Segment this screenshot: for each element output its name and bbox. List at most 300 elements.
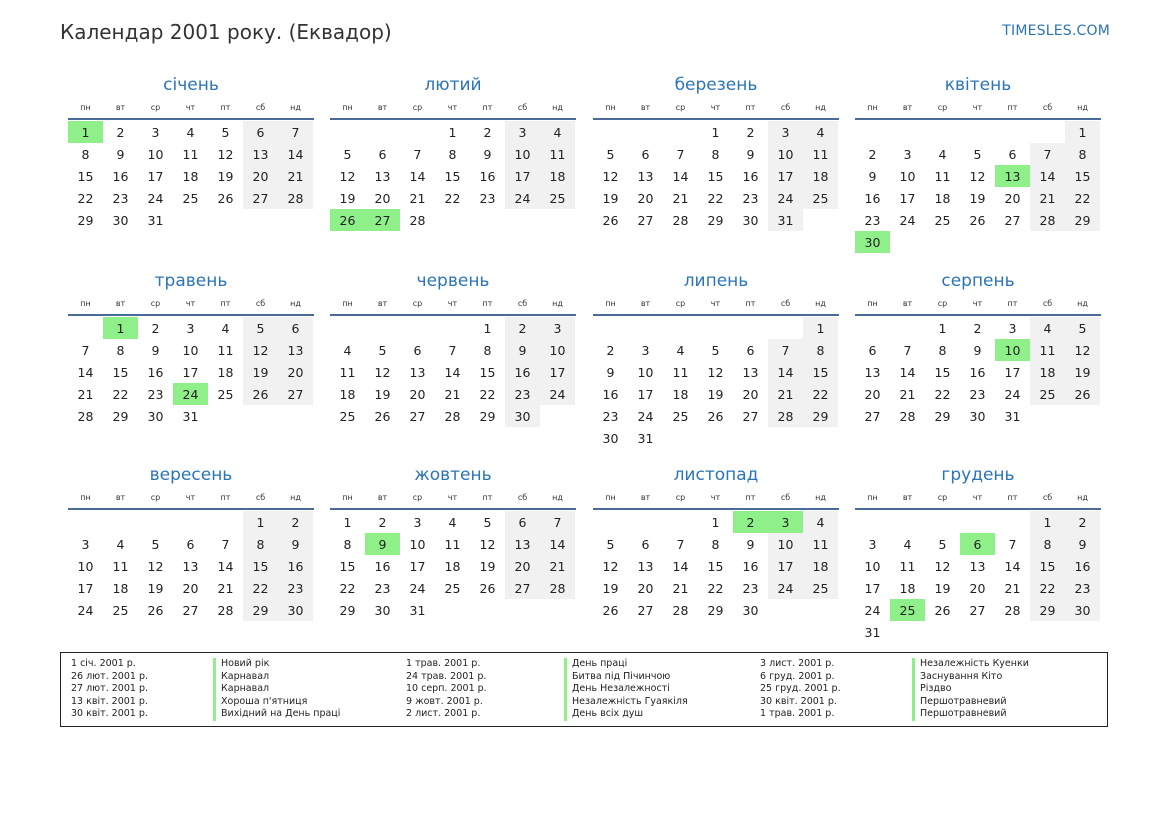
day-cell: 16	[1065, 555, 1100, 577]
day-cell: 6	[868, 342, 877, 358]
day-cell: 21	[444, 386, 461, 402]
day-cell: 4	[540, 121, 575, 143]
header-divider	[68, 508, 314, 510]
day-cell: 7	[448, 342, 457, 358]
day-cell: 11	[672, 364, 689, 380]
day-cell: 28	[540, 577, 575, 599]
weekday-label: пн	[80, 299, 91, 308]
weekday-label: нд	[290, 299, 301, 308]
weekday-header	[330, 102, 576, 114]
day-grid	[593, 511, 839, 621]
empty-day-cell	[1030, 121, 1065, 143]
day-cell: 14	[278, 143, 313, 165]
holiday-day-cell: 24	[173, 383, 208, 405]
day-cell: 21	[540, 555, 575, 577]
day-cell: 7	[676, 146, 685, 162]
day-cell: 5	[606, 536, 615, 552]
day-cell: 11	[1030, 339, 1065, 361]
empty-day-cell	[663, 317, 698, 339]
holiday-day-cell: 26	[330, 209, 365, 231]
day-cell: 26	[602, 602, 619, 618]
day-cell: 24	[409, 580, 426, 596]
day-cell: 16	[602, 386, 619, 402]
weekday-label: ср	[937, 299, 948, 308]
day-cell: 20	[409, 386, 426, 402]
day-cell: 18	[217, 364, 234, 380]
weekday-label: вт	[640, 299, 651, 308]
day-cell: 6	[278, 317, 313, 339]
month-name: листопад	[673, 465, 759, 485]
day-cell: 8	[243, 533, 278, 555]
weekday-label: чт	[447, 103, 458, 112]
day-cell: 19	[147, 580, 164, 596]
day-cell: 26	[243, 383, 278, 405]
weekday-label: чт	[710, 493, 721, 502]
day-cell: 17	[768, 165, 803, 187]
day-cell: 22	[707, 190, 724, 206]
day-cell: 12	[707, 364, 724, 380]
day-cell: 5	[378, 342, 387, 358]
day-cell: 11	[182, 146, 199, 162]
day-cell: 21	[77, 386, 94, 402]
weekday-label: пн	[80, 493, 91, 502]
day-cell: 28	[768, 405, 803, 427]
day-cell: 4	[221, 320, 230, 336]
day-cell: 11	[339, 364, 356, 380]
legend-date: 1 січ. 2001 р.	[71, 658, 136, 669]
day-cell: 20	[182, 580, 199, 596]
day-grid	[68, 317, 314, 427]
day-cell: 24	[1004, 386, 1021, 402]
day-cell: 1	[1030, 511, 1065, 533]
day-cell: 18	[934, 190, 951, 206]
day-cell: 29	[1065, 209, 1100, 231]
weekday-label: нд	[552, 299, 563, 308]
day-cell: 26	[1065, 383, 1100, 405]
day-cell: 2	[505, 317, 540, 339]
day-cell: 22	[707, 580, 724, 596]
day-cell: 12	[479, 536, 496, 552]
day-cell: 12	[147, 558, 164, 574]
day-cell: 25	[217, 386, 234, 402]
month-calendar	[855, 270, 1101, 427]
day-cell: 4	[676, 342, 685, 358]
day-cell: 22	[339, 580, 356, 596]
day-cell: 3	[903, 146, 912, 162]
legend-date: 2 лист. 2001 р.	[406, 708, 481, 720]
day-cell: 25	[803, 577, 838, 599]
month-calendar	[593, 270, 839, 449]
day-cell: 15	[934, 364, 951, 380]
weekday-label: ср	[150, 493, 161, 502]
day-cell: 11	[934, 168, 951, 184]
day-cell: 1	[938, 320, 947, 336]
day-cell: 10	[505, 143, 540, 165]
day-cell: 11	[112, 558, 129, 574]
day-cell: 25	[444, 580, 461, 596]
weekday-label: нд	[815, 299, 826, 308]
day-cell: 20	[278, 361, 313, 383]
day-cell: 11	[803, 533, 838, 555]
month-name: серпень	[941, 271, 1015, 291]
legend-holiday-name: День праці	[564, 658, 688, 671]
day-cell: 3	[641, 342, 650, 358]
day-cell: 13	[182, 558, 199, 574]
day-cell: 31	[637, 430, 654, 446]
weekday-label: пт	[745, 103, 756, 112]
day-cell: 21	[768, 383, 803, 405]
day-cell: 10	[899, 168, 916, 184]
weekday-header	[330, 298, 576, 310]
day-cell: 3	[1008, 320, 1017, 336]
empty-day-cell	[400, 317, 435, 339]
holiday-day-cell: 25	[890, 599, 925, 621]
header-divider	[593, 118, 839, 120]
empty-day-cell	[995, 511, 1030, 533]
day-cell: 13	[637, 558, 654, 574]
day-cell: 23	[147, 386, 164, 402]
header-divider	[68, 314, 314, 316]
day-cell: 4	[803, 121, 838, 143]
day-cell: 28	[444, 408, 461, 424]
weekday-label: пн	[867, 103, 878, 112]
legend-holiday-name: Різдво	[912, 683, 1029, 696]
weekday-header	[68, 298, 314, 310]
day-cell: 6	[641, 536, 650, 552]
day-cell: 30	[147, 408, 164, 424]
day-cell: 2	[116, 124, 125, 140]
empty-day-cell	[68, 511, 103, 533]
day-cell: 23	[278, 577, 313, 599]
day-cell: 20	[637, 190, 654, 206]
day-cell: 26	[934, 602, 951, 618]
weekday-label: сб	[517, 299, 528, 308]
weekday-label: пн	[867, 299, 878, 308]
day-cell: 16	[864, 190, 881, 206]
empty-day-cell	[960, 121, 995, 143]
weekday-label: ср	[675, 299, 686, 308]
day-cell: 26	[374, 408, 391, 424]
day-cell: 3	[81, 536, 90, 552]
weekday-label: ср	[937, 493, 948, 502]
day-cell: 17	[77, 580, 94, 596]
month-name: квітень	[944, 75, 1012, 95]
empty-day-cell	[103, 511, 138, 533]
day-cell: 10	[409, 536, 426, 552]
day-cell: 17	[505, 165, 540, 187]
month-calendar	[593, 74, 839, 231]
day-cell: 12	[339, 168, 356, 184]
weekday-label: пт	[482, 103, 493, 112]
legend-holiday-name: День всіх душ	[564, 708, 688, 721]
day-cell: 5	[221, 124, 230, 140]
weekday-label: сб	[255, 493, 266, 502]
legend-date: 6 груд. 2001 р.	[760, 670, 835, 682]
legend-holiday-name: Першотравневий	[912, 708, 1029, 721]
day-cell: 21	[217, 580, 234, 596]
day-cell: 2	[868, 146, 877, 162]
weekday-label: сб	[1042, 103, 1053, 112]
day-cell: 8	[1065, 143, 1100, 165]
day-cell: 8	[711, 536, 720, 552]
day-cell: 30	[278, 599, 313, 621]
day-cell: 13	[864, 364, 881, 380]
day-cell: 22	[77, 190, 94, 206]
month-name: травень	[154, 271, 228, 291]
day-cell: 27	[182, 602, 199, 618]
day-cell: 14	[540, 533, 575, 555]
legend-holiday-name: Незалежність Гуаякіля	[564, 696, 688, 709]
day-cell: 26	[147, 602, 164, 618]
empty-day-cell	[890, 317, 925, 339]
day-cell: 23	[374, 580, 391, 596]
weekday-label: чт	[710, 299, 721, 308]
empty-day-cell	[628, 511, 663, 533]
day-cell: 16	[742, 558, 759, 574]
day-cell: 20	[969, 580, 986, 596]
month-name: грудень	[941, 465, 1015, 485]
day-cell: 15	[707, 558, 724, 574]
weekday-label: вт	[377, 103, 388, 112]
weekday-label: чт	[710, 103, 721, 112]
weekday-label: пн	[605, 493, 616, 502]
weekday-label: вт	[377, 299, 388, 308]
day-cell: 19	[217, 168, 234, 184]
weekday-label: ср	[150, 299, 161, 308]
empty-day-cell	[208, 511, 243, 533]
day-cell: 19	[479, 558, 496, 574]
day-cell: 23	[505, 383, 540, 405]
weekday-label: нд	[1077, 299, 1088, 308]
day-cell: 24	[899, 212, 916, 228]
day-cell: 14	[899, 364, 916, 380]
day-cell: 3	[868, 536, 877, 552]
day-cell: 20	[1004, 190, 1021, 206]
empty-day-cell	[995, 121, 1030, 143]
legend-date: 1 трав. 2001 р.	[406, 658, 481, 669]
weekday-label: ср	[675, 103, 686, 112]
day-cell: 4	[903, 536, 912, 552]
month-name: вересень	[149, 465, 233, 485]
day-cell: 29	[243, 599, 278, 621]
holiday-day-cell: 2	[733, 511, 768, 533]
day-cell: 15	[707, 168, 724, 184]
day-cell: 7	[540, 511, 575, 533]
day-cell: 6	[746, 342, 755, 358]
day-cell: 17	[768, 555, 803, 577]
weekday-header	[855, 102, 1101, 114]
day-cell: 28	[278, 187, 313, 209]
legend-holiday-name: Незалежність Куенки	[912, 658, 1029, 671]
month-calendar	[68, 270, 314, 427]
weekday-label: чт	[447, 299, 458, 308]
brand-link[interactable]: TIMESLES.COM	[1002, 23, 1110, 39]
day-cell: 15	[339, 558, 356, 574]
weekday-label: пн	[605, 103, 616, 112]
day-cell: 30	[742, 212, 759, 228]
day-cell: 30	[602, 430, 619, 446]
page-title: Календар 2001 року. (Еквадор)	[60, 20, 392, 44]
day-cell: 2	[378, 514, 387, 530]
day-cell: 19	[707, 386, 724, 402]
empty-day-cell	[593, 317, 628, 339]
header-divider	[855, 314, 1101, 316]
day-cell: 8	[938, 342, 947, 358]
day-cell: 28	[672, 212, 689, 228]
day-cell: 24	[147, 190, 164, 206]
legend-dates-column	[760, 658, 841, 721]
weekday-label: ср	[937, 103, 948, 112]
holiday-day-cell: 1	[103, 317, 138, 339]
weekday-label: чт	[972, 299, 983, 308]
holiday-day-cell: 30	[855, 231, 890, 253]
empty-day-cell	[855, 317, 890, 339]
day-cell: 28	[1030, 209, 1065, 231]
day-cell: 29	[1030, 599, 1065, 621]
day-cell: 19	[374, 386, 391, 402]
month-name: березень	[674, 75, 758, 95]
day-cell: 10	[540, 339, 575, 361]
weekday-label: сб	[780, 493, 791, 502]
empty-day-cell	[890, 511, 925, 533]
month-name: липень	[683, 271, 749, 291]
day-cell: 10	[182, 342, 199, 358]
day-cell: 22	[479, 386, 496, 402]
empty-day-cell	[68, 317, 103, 339]
day-cell: 15	[243, 555, 278, 577]
day-grid	[330, 317, 576, 427]
day-cell: 21	[672, 190, 689, 206]
day-cell: 30	[112, 212, 129, 228]
day-cell: 29	[479, 408, 496, 424]
legend-holiday-name: Новий рік	[213, 658, 340, 671]
holiday-legend	[60, 652, 1108, 727]
day-cell: 18	[803, 165, 838, 187]
day-cell: 10	[147, 146, 164, 162]
day-cell: 14	[1030, 165, 1065, 187]
day-cell: 10	[768, 143, 803, 165]
weekday-header	[593, 298, 839, 310]
day-cell: 22	[1065, 187, 1100, 209]
weekday-label: вт	[640, 493, 651, 502]
legend-date: 9 жовт. 2001 р.	[406, 695, 483, 707]
empty-day-cell	[960, 511, 995, 533]
day-cell: 30	[1065, 599, 1100, 621]
day-cell: 12	[1065, 339, 1100, 361]
day-cell: 16	[505, 361, 540, 383]
day-cell: 4	[343, 342, 352, 358]
day-cell: 12	[602, 168, 619, 184]
day-cell: 4	[116, 536, 125, 552]
day-cell: 14	[768, 361, 803, 383]
empty-day-cell	[173, 511, 208, 533]
day-grid	[855, 121, 1101, 253]
weekday-label: вт	[115, 103, 126, 112]
day-cell: 9	[868, 168, 877, 184]
header-divider	[330, 508, 576, 510]
day-cell: 2	[483, 124, 492, 140]
legend-holiday-name: Карнавал	[213, 671, 340, 684]
day-cell: 28	[409, 212, 426, 228]
day-cell: 17	[899, 190, 916, 206]
empty-day-cell	[698, 317, 733, 339]
day-cell: 9	[746, 146, 755, 162]
day-cell: 29	[934, 408, 951, 424]
day-cell: 19	[1065, 361, 1100, 383]
day-cell: 9	[746, 536, 755, 552]
day-cell: 17	[864, 580, 881, 596]
day-cell: 25	[339, 408, 356, 424]
day-cell: 27	[864, 408, 881, 424]
weekday-header	[68, 492, 314, 504]
weekday-label: пт	[220, 493, 231, 502]
day-cell: 6	[378, 146, 387, 162]
weekday-label: пт	[1007, 493, 1018, 502]
day-cell: 14	[1004, 558, 1021, 574]
day-cell: 16	[374, 558, 391, 574]
day-cell: 16	[147, 364, 164, 380]
day-cell: 8	[448, 146, 457, 162]
empty-day-cell	[330, 317, 365, 339]
day-cell: 25	[803, 187, 838, 209]
legend-dates-column	[71, 658, 148, 721]
day-cell: 28	[217, 602, 234, 618]
weekday-label: пн	[342, 299, 353, 308]
weekday-label: сб	[517, 493, 528, 502]
day-cell: 6	[186, 536, 195, 552]
weekday-label: сб	[255, 103, 266, 112]
day-cell: 30	[742, 602, 759, 618]
day-cell: 30	[505, 405, 540, 427]
weekday-label: сб	[780, 299, 791, 308]
day-cell: 23	[602, 408, 619, 424]
day-cell: 5	[711, 342, 720, 358]
weekday-label: пт	[482, 493, 493, 502]
day-cell: 7	[1008, 536, 1017, 552]
day-cell: 9	[151, 342, 160, 358]
weekday-label: чт	[447, 493, 458, 502]
holiday-day-cell: 1	[68, 121, 103, 143]
day-cell: 6	[1008, 146, 1017, 162]
day-cell: 1	[1065, 121, 1100, 143]
day-cell: 16	[112, 168, 129, 184]
day-cell: 26	[479, 580, 496, 596]
weekday-label: пт	[220, 299, 231, 308]
day-cell: 18	[444, 558, 461, 574]
day-cell: 8	[483, 342, 492, 358]
day-cell: 27	[278, 383, 313, 405]
day-cell: 26	[707, 408, 724, 424]
day-cell: 13	[505, 533, 540, 555]
day-cell: 26	[217, 190, 234, 206]
day-cell: 7	[278, 121, 313, 143]
day-cell: 7	[81, 342, 90, 358]
day-cell: 18	[182, 168, 199, 184]
legend-date: 10 серп. 2001 р.	[406, 683, 487, 695]
weekday-label: пн	[867, 493, 878, 502]
weekday-header	[68, 102, 314, 114]
day-cell: 15	[77, 168, 94, 184]
day-cell: 4	[938, 146, 947, 162]
weekday-label: пн	[80, 103, 91, 112]
day-cell: 19	[602, 580, 619, 596]
day-cell: 29	[803, 405, 838, 427]
day-cell: 1	[803, 317, 838, 339]
day-cell: 8	[803, 339, 838, 361]
day-cell: 2	[746, 124, 755, 140]
day-cell: 19	[339, 190, 356, 206]
month-calendar	[855, 464, 1101, 643]
